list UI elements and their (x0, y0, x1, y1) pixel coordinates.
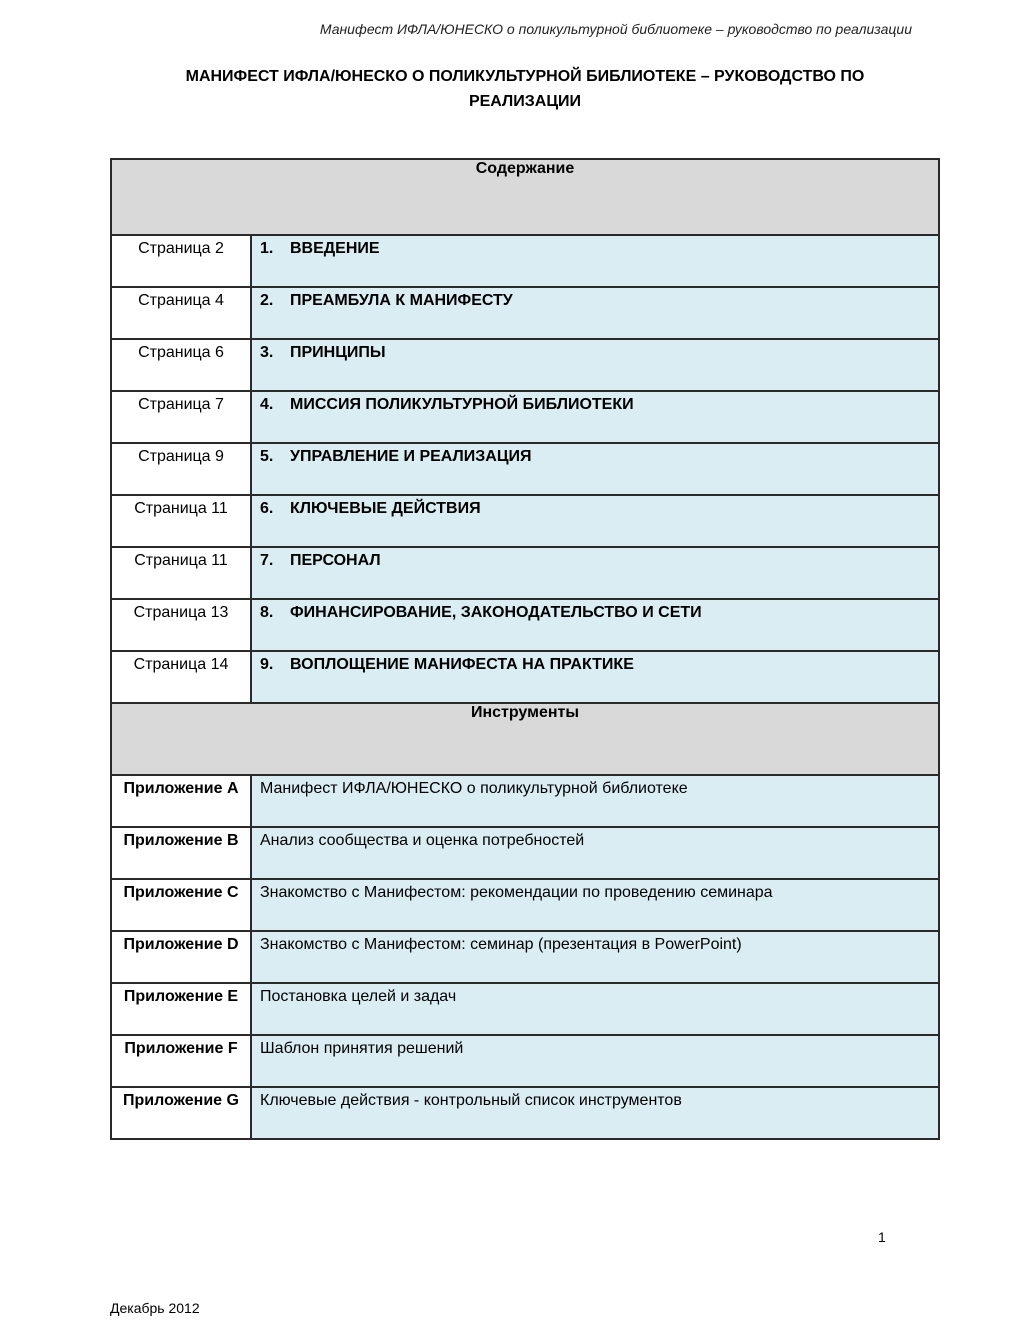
document-title-line-2: РЕАЛИЗАЦИИ (468, 93, 582, 110)
toc-entry[interactable] (251, 339, 939, 391)
toc-entry-number: 9. (260, 656, 274, 673)
appendix-row (111, 983, 939, 1035)
toc-row (111, 547, 939, 599)
appendix-label: Приложение D (111, 931, 251, 983)
tools-heading-row (111, 703, 939, 775)
appendix-title[interactable]: Ключевые действия - контрольный список инструментов (251, 1087, 939, 1139)
appendix-title[interactable]: Шаблон принятия решений (251, 1035, 939, 1087)
toc-entry-title: ПРЕАМБУЛА К МАНИФЕСТУ (290, 292, 513, 309)
toc-row (111, 235, 939, 287)
toc-entry-title: УПРАВЛЕНИЕ И РЕАЛИЗАЦИЯ (290, 448, 532, 465)
toc-entry[interactable] (251, 235, 939, 287)
toc-entry[interactable] (251, 547, 939, 599)
toc-page-ref: Страница 2 (111, 235, 251, 287)
toc-row (111, 599, 939, 651)
toc-row (111, 495, 939, 547)
toc-page-ref: Страница 6 (111, 339, 251, 391)
toc-entry-number: 5. (260, 448, 274, 465)
toc-page-ref: Страница 11 (111, 495, 251, 547)
toc-entry-title: ВОПЛОЩЕНИЕ МАНИФЕСТА НА ПРАКТИКЕ (290, 656, 634, 673)
toc-page-ref: Страница 9 (111, 443, 251, 495)
toc-entry-number: 4. (260, 396, 274, 413)
appendix-row (111, 1035, 939, 1087)
toc-entry-number: 1. (260, 240, 274, 257)
appendix-title[interactable]: Знакомство с Манифестом: семинар (презентация в PowerPoint) (251, 931, 939, 983)
appendix-label: Приложение F (111, 1035, 251, 1087)
toc-row (111, 443, 939, 495)
appendix-row (111, 879, 939, 931)
toc-entry[interactable] (251, 287, 939, 339)
toc-entry-title: ФИНАНСИРОВАНИЕ, ЗАКОНОДАТЕЛЬСТВО И СЕТИ (290, 604, 702, 621)
toc-entry[interactable] (251, 651, 939, 703)
toc-row (111, 339, 939, 391)
toc-entry-title: ПРИНЦИПЫ (290, 344, 386, 361)
contents-heading: Содержание (111, 159, 939, 235)
toc-entry-title: МИССИЯ ПОЛИКУЛЬТУРНОЙ БИБЛИОТЕКИ (290, 396, 634, 413)
appendix-title[interactable]: Манифест ИФЛА/ЮНЕСКО о поликультурной библиотеке (251, 775, 939, 827)
toc-entry[interactable] (251, 443, 939, 495)
toc-page-ref: Страница 11 (111, 547, 251, 599)
appendix-title[interactable]: Анализ сообщества и оценка потребностей (251, 827, 939, 879)
appendix-label: Приложение B (111, 827, 251, 879)
toc-entry-number: 3. (260, 344, 274, 361)
appendix-row (111, 827, 939, 879)
appendix-title[interactable]: Знакомство с Манифестом: рекомендации по проведению семинара (251, 879, 939, 931)
toc-page-ref: Страница 14 (111, 651, 251, 703)
appendix-label: Приложение A (111, 775, 251, 827)
table-of-contents (110, 158, 940, 1140)
footer-date: Декабрь 2012 (110, 1300, 200, 1316)
appendix-label: Приложение G (111, 1087, 251, 1139)
toc-entry-title: ВВЕДЕНИЕ (290, 240, 380, 257)
appendix-row (111, 1087, 939, 1139)
toc-entry-number: 7. (260, 552, 274, 569)
tools-heading: Инструменты (111, 703, 939, 775)
contents-heading-row (111, 159, 939, 235)
document-title-line-1: МАНИФЕСТ ИФЛА/ЮНЕСКО О ПОЛИКУЛЬТУРНОЙ БИБЛИОТЕКЕ – РУКОВОДСТВО ПО (185, 68, 865, 85)
toc-page-ref: Страница 13 (111, 599, 251, 651)
toc-row (111, 651, 939, 703)
toc-entry[interactable] (251, 599, 939, 651)
appendix-label: Приложение E (111, 983, 251, 1035)
toc-entry-number: 8. (260, 604, 274, 621)
toc-entry[interactable] (251, 391, 939, 443)
toc-entry-title: КЛЮЧЕВЫЕ ДЕЙСТВИЯ (290, 500, 481, 517)
toc-entry[interactable] (251, 495, 939, 547)
document-title (110, 64, 940, 114)
appendix-title[interactable]: Постановка целей и задач (251, 983, 939, 1035)
toc-row (111, 287, 939, 339)
toc-row (111, 391, 939, 443)
page-number: 1 (878, 1229, 886, 1245)
toc-entry-title: ПЕРСОНАЛ (290, 552, 381, 569)
toc-page-ref: Страница 7 (111, 391, 251, 443)
toc-page-ref: Страница 4 (111, 287, 251, 339)
appendix-row (111, 931, 939, 983)
appendix-row (111, 775, 939, 827)
toc-entry-number: 2. (260, 292, 274, 309)
appendix-label: Приложение C (111, 879, 251, 931)
toc-entry-number: 6. (260, 500, 274, 517)
running-header: Манифест ИФЛА/ЮНЕСКО о поликультурной библиотеке – руководство по реализации (319, 21, 912, 37)
